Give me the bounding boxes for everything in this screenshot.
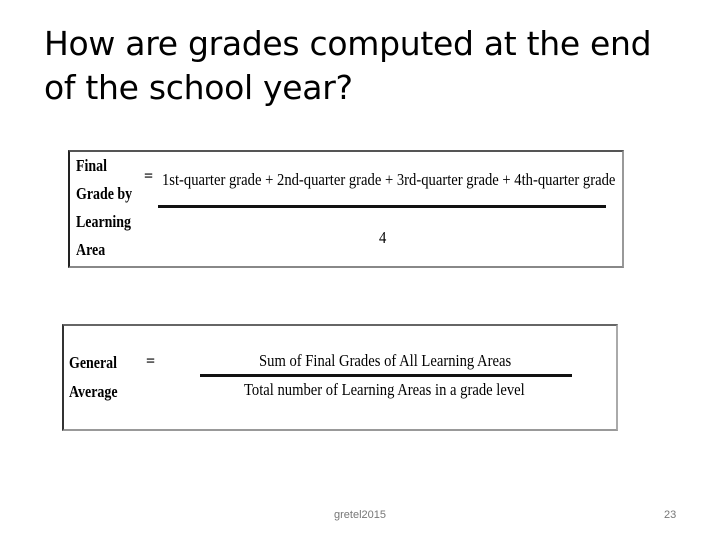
final-grade-label [76, 152, 142, 264]
label-line: Area [76, 240, 106, 259]
fraction-bar [200, 374, 572, 377]
general-average-formula [62, 324, 618, 431]
formula-denominator: 4 [379, 228, 387, 247]
final-grade-formula [68, 150, 624, 268]
page-number: 23 [664, 509, 677, 521]
equals-sign: = [144, 168, 154, 185]
label-line: Learning [76, 212, 131, 231]
footer-text: gretel2015 [334, 509, 386, 521]
general-average-label [69, 348, 135, 406]
formula-denominator: Total number of Learning Areas in a grade level [244, 380, 525, 399]
slide-title: How are grades computed at the end of the school year? [44, 24, 652, 107]
label-line: Grade by [76, 184, 133, 203]
equals-sign: = [146, 353, 156, 370]
label-line: Average [69, 382, 118, 401]
fraction-bar [158, 205, 606, 208]
label-line: Final [76, 156, 107, 175]
label-line: General [69, 353, 118, 372]
formula-numerator: 1st-quarter grade + 2nd-quarter grade + 3rd-quarter grade + 4th-quarter grade [162, 170, 616, 189]
formula-numerator: Sum of Final Grades of All Learning Areas [259, 351, 512, 370]
